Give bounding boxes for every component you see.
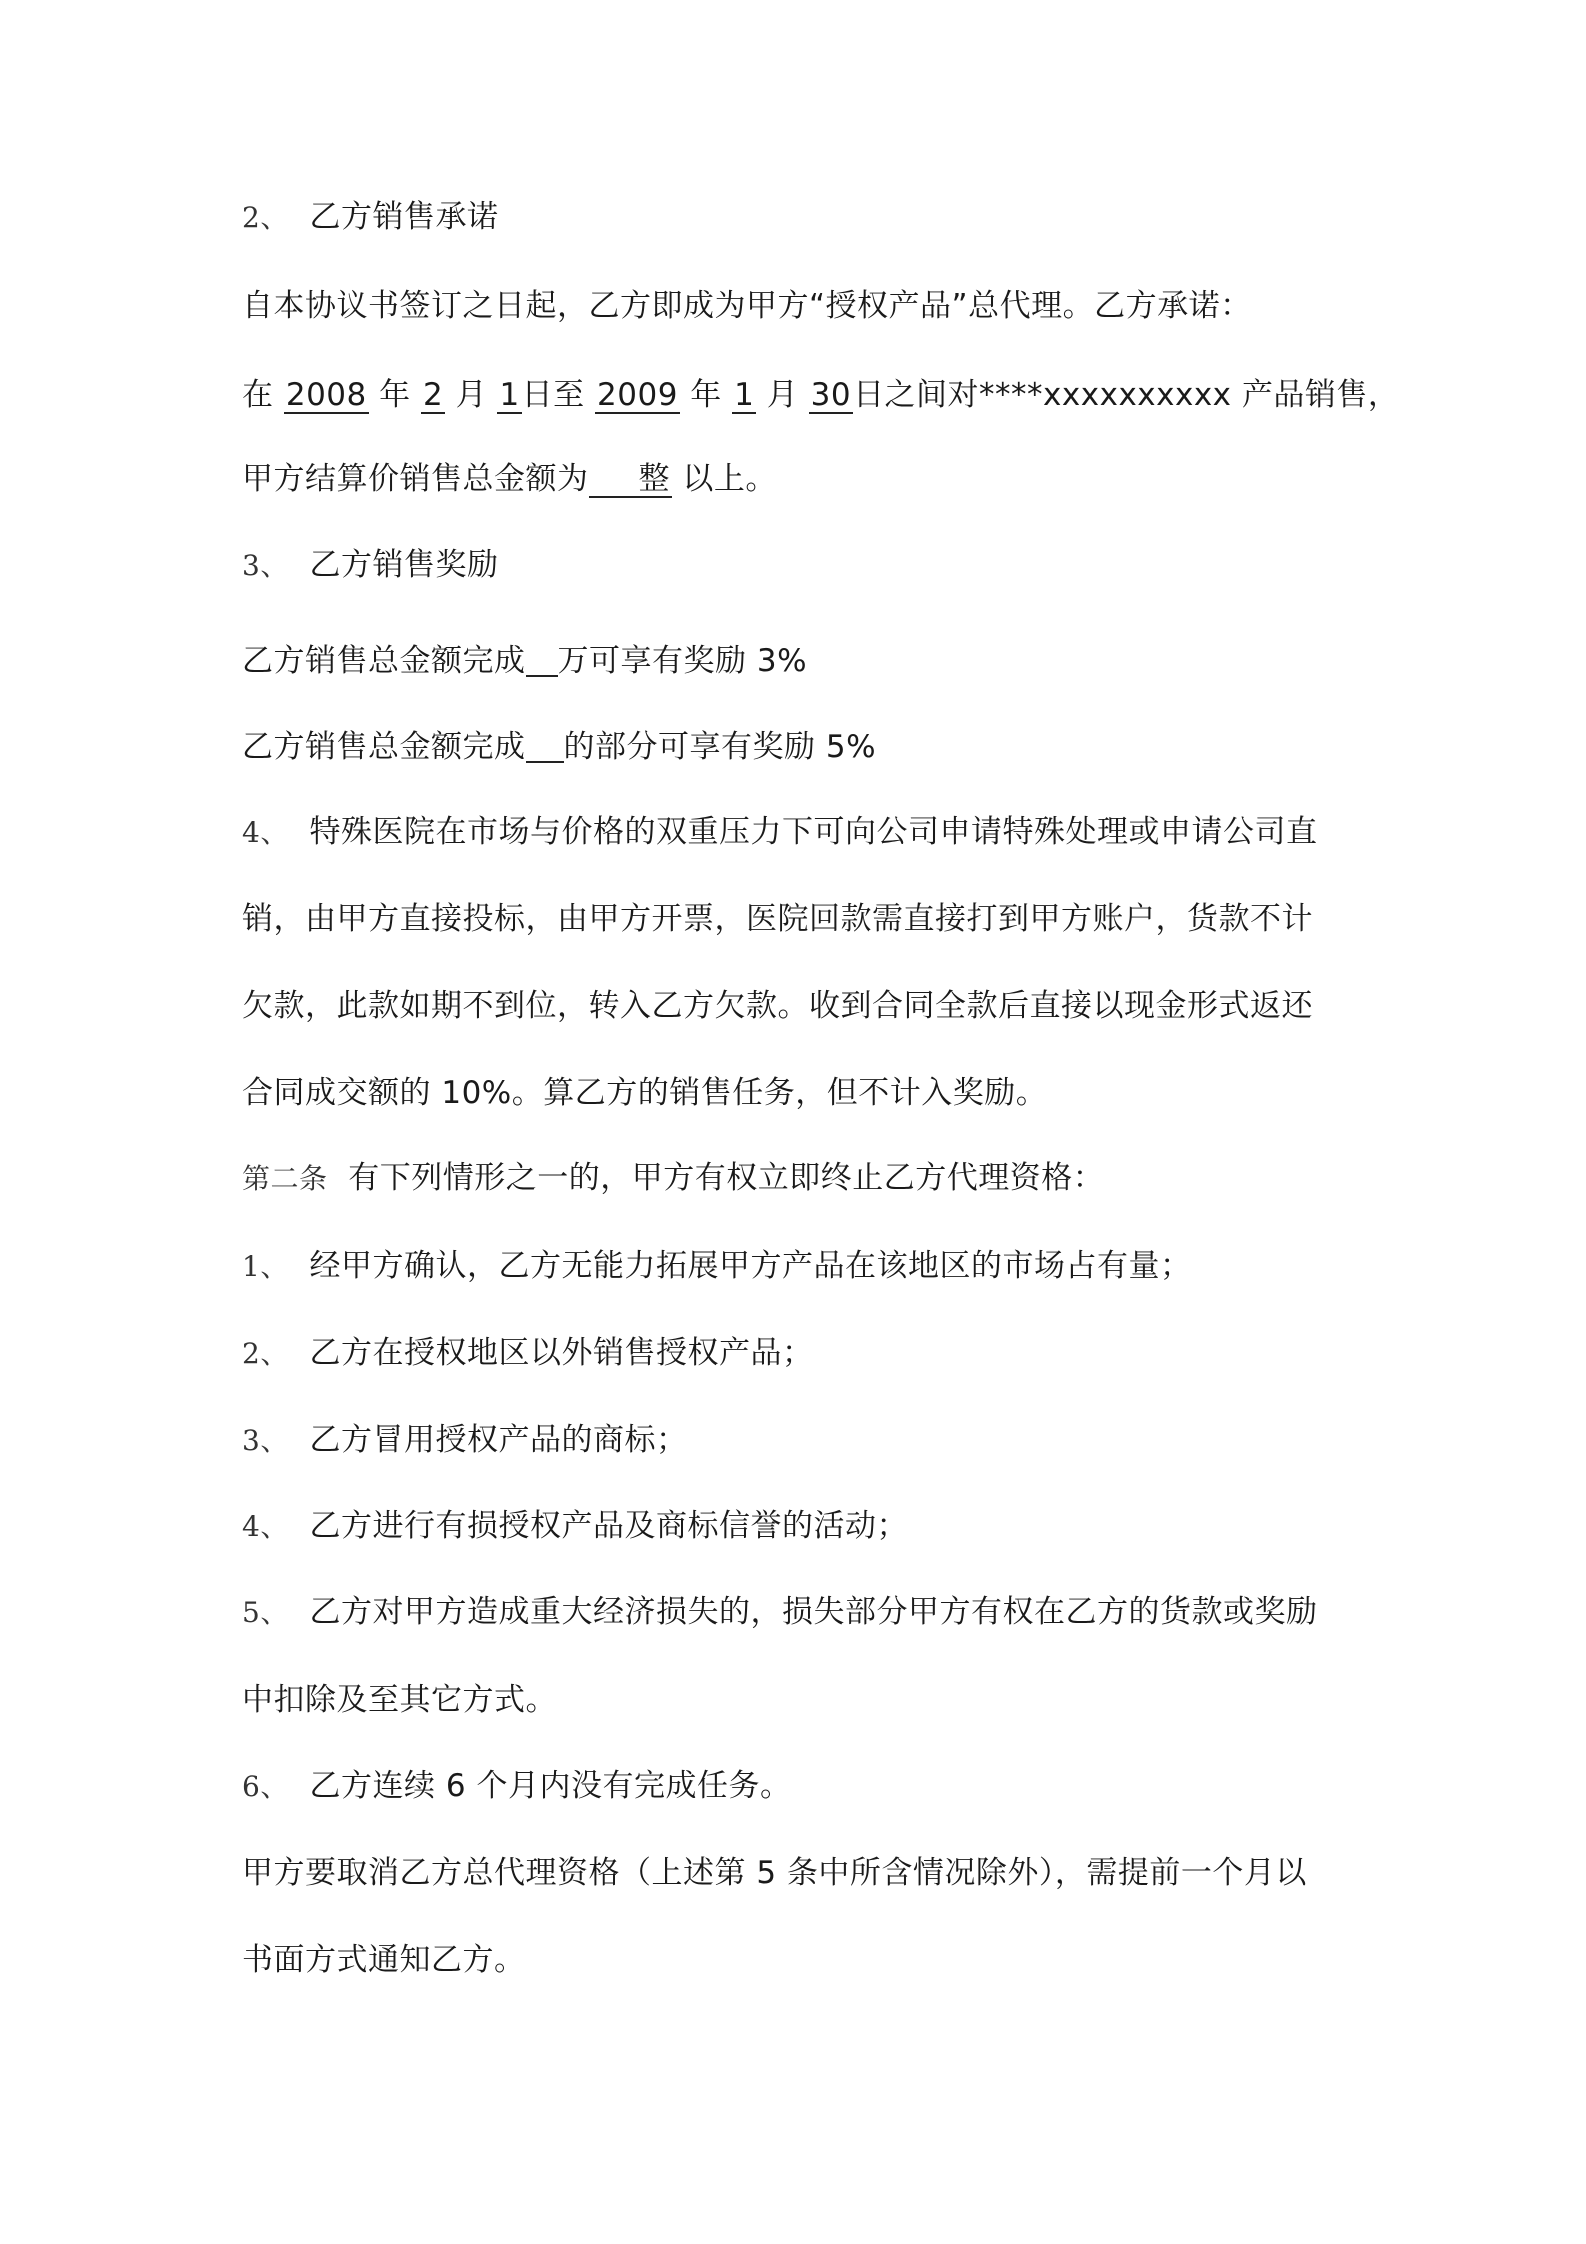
clause-number: 2、: [242, 201, 289, 234]
clause-4-heading: [242, 812, 1318, 853]
item-text: 乙方在授权地区以外销售授权产品；: [309, 1335, 814, 1371]
item-text: 乙方连续 6 个月内没有完成任务。: [309, 1768, 792, 1804]
list-item: [242, 1766, 791, 1807]
text-fragment: 以上。: [682, 461, 777, 497]
item-text: 经甲方确认，乙方无能力拓展甲方产品在该地区的市场占有量；: [309, 1248, 1192, 1284]
end-month: 1: [734, 377, 755, 413]
text-fragment: 在: [242, 377, 274, 413]
reward-line-2: [242, 727, 876, 767]
clause-title: 乙方销售承诺: [309, 199, 499, 235]
clause-text: 特殊医院在市场与价格的双重压力下可向公司申请特殊处理或申请公司直: [309, 814, 1318, 850]
reward-line-1: [242, 641, 807, 681]
text-fragment: 乙方销售总金额完成: [242, 729, 526, 765]
paragraph-line: 自本协议书签订之日起，乙方即成为甲方“授权产品”总代理。乙方承诺：: [242, 288, 1252, 324]
start-year: 2008: [285, 377, 367, 413]
item-number: 1、: [242, 1250, 289, 1283]
item-text: 乙方冒用授权产品的商标；: [309, 1422, 688, 1458]
amount-blank: 整: [589, 462, 673, 498]
clause-3-heading: [242, 545, 499, 586]
text-fragment: 月: [455, 377, 488, 413]
item-number: 4、: [242, 1510, 289, 1543]
paragraph-line: 销，由甲方直接投标，由甲方开票，医院回款需直接打到甲方账户，货款不计: [242, 901, 1313, 937]
paragraph-line: 欠款，此款如期不到位，转入乙方欠款。收到合同全款后直接以现金形式返还: [242, 988, 1313, 1024]
text-fragment: 年: [379, 377, 411, 413]
list-item: [242, 1333, 814, 1374]
paragraph-line: 合同成交额的 10%。算乙方的销售任务，但不计入奖励。: [242, 1075, 1048, 1111]
list-item: [242, 1592, 1318, 1633]
start-day: 1: [499, 377, 520, 413]
list-item: [242, 1246, 1192, 1287]
clause-number: 3、: [242, 549, 289, 582]
article-number: 第二条: [242, 1162, 328, 1195]
text-fragment: 年: [690, 377, 722, 413]
end-day: 30: [810, 377, 852, 413]
sales-period-line: [242, 375, 1399, 415]
item-number: 3、: [242, 1424, 289, 1457]
item-number: 5、: [242, 1596, 289, 1629]
paragraph-line: 中扣除及至其它方式。: [242, 1682, 557, 1718]
sales-amount-line: [242, 459, 777, 499]
article-2-heading: [242, 1158, 1104, 1199]
item-number: 2、: [242, 1337, 289, 1370]
paragraph-line: 书面方式通知乙方。: [242, 1942, 526, 1978]
start-month: 2: [422, 377, 444, 413]
list-item: [242, 1420, 688, 1461]
text-fragment: 甲方结算价销售总金额为: [242, 461, 589, 497]
amount-blank: [526, 731, 564, 763]
item-number: 6、: [242, 1770, 289, 1803]
clause-number: 4、: [242, 816, 289, 849]
text-fragment: 月: [766, 377, 799, 413]
clause-2-heading: [242, 197, 499, 238]
text-fragment: 万可享有奖励 3%: [557, 643, 808, 679]
text-fragment: 的部分可享有奖励 5%: [563, 729, 877, 765]
text-fragment: 日之间对****xxxxxxxxxx 产品销售，: [853, 377, 1400, 413]
amount-blank: [526, 645, 558, 677]
item-text: 乙方对甲方造成重大经济损失的，损失部分甲方有权在乙方的货款或奖励: [309, 1594, 1318, 1630]
item-text: 乙方进行有损授权产品及商标信誉的活动；: [309, 1508, 909, 1544]
article-text: 有下列情形之一的，甲方有权立即终止乙方代理资格：: [348, 1160, 1105, 1196]
end-year: 2009: [597, 377, 678, 413]
paragraph-line: 甲方要取消乙方总代理资格（上述第 5 条中所含情况除外），需提前一个月以: [242, 1855, 1307, 1891]
clause-title: 乙方销售奖励: [309, 547, 499, 583]
list-item: [242, 1506, 908, 1547]
text-fragment: 日至: [521, 377, 585, 413]
text-fragment: 乙方销售总金额完成: [242, 643, 526, 679]
